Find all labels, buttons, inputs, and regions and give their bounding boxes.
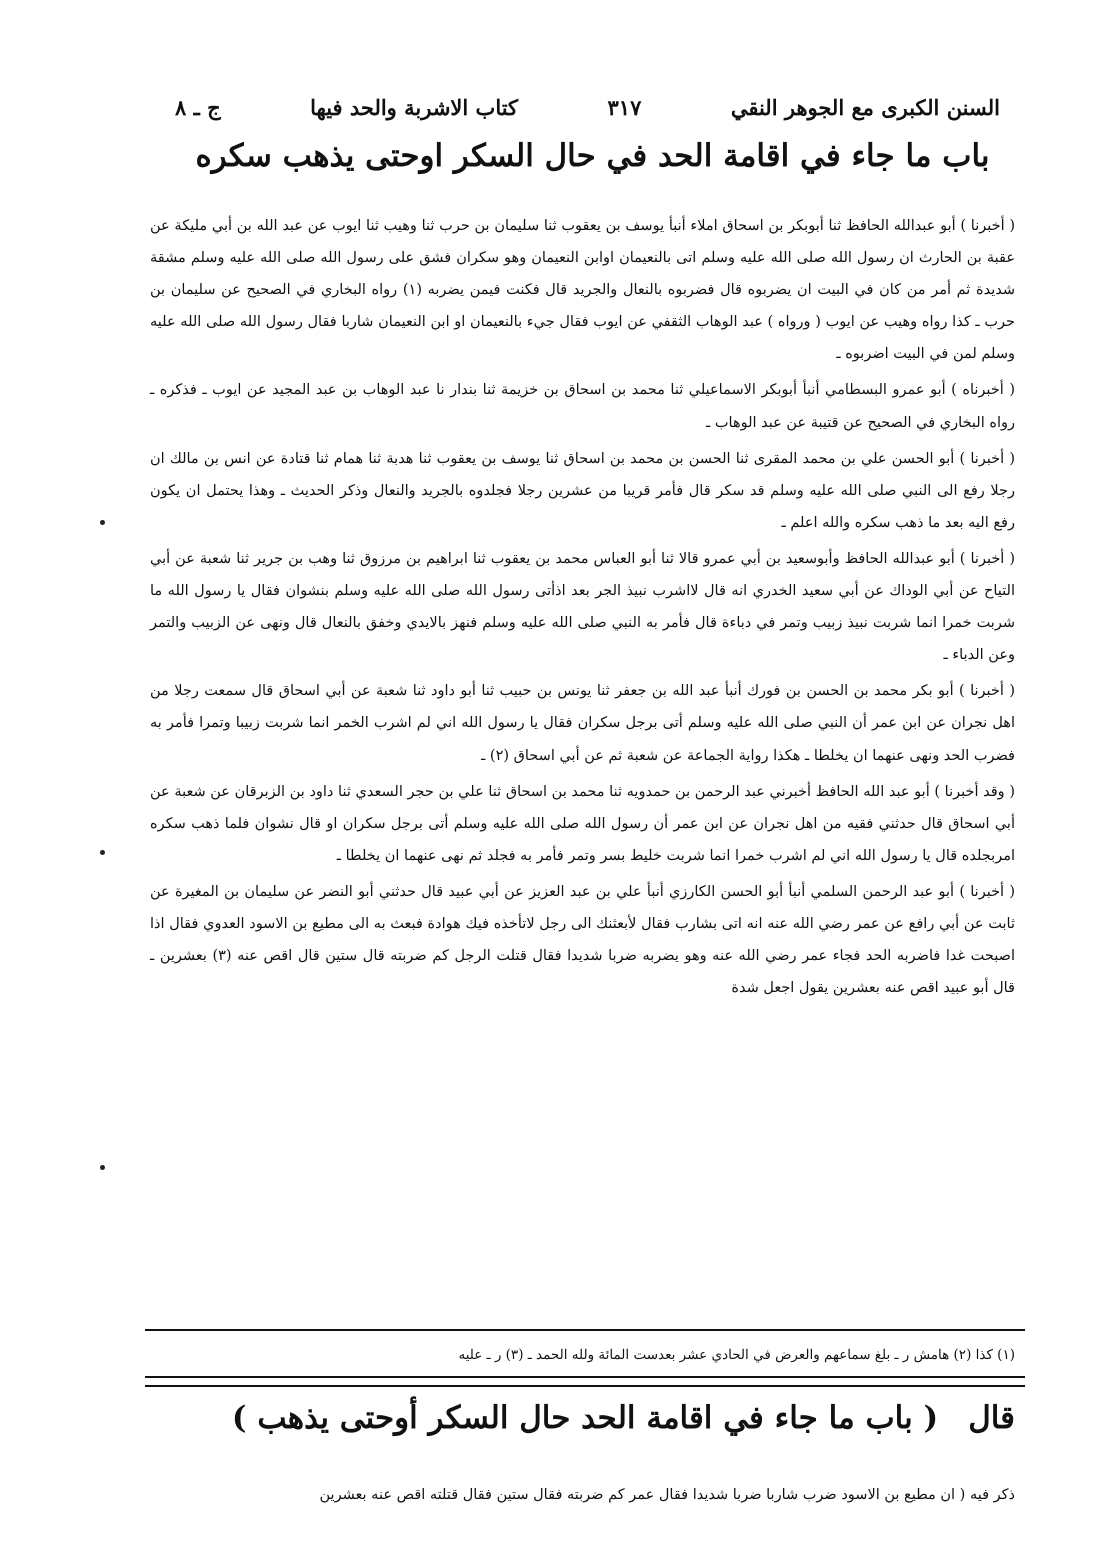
section-title: كتاب الاشربة والحد فيها (310, 95, 519, 120)
hadith-paragraph: ( أخبرناه ) أبو عمرو البسطامي أنبأ أبوبكر الاسماعيلي ثنا محمد بن اسحاق بن خزيمة ثنا بندار نا عبد الوهاب بن عبد المجيد عن ايوب ـ فذكره ـ رواه البخاري في الصحيح عن قتيبة عن عبد الوهاب ـ (150, 382, 1015, 431)
footnote-rule (145, 1329, 1025, 1331)
hadith-paragraph: ( أخبرنا ) أبو عبدالله الحافظ وأبوسعيد بن أبي عمرو قالا ثنا أبو العباس محمد بن يعقوب ثنا ابراهيم بن مرزوق ثنا وهب بن جرير ثنا شعبة عن أبي التياح عن أبي الوداك عن أبي سعيد الخدري انه قال لااشرب نبيذ الجر بعد اذأتى رسول الله صلى الله عليه وسلم بنشوان فقال يا رسول الله ما شربت خمرا انما شربت نبيذ زبيب وتمر في دباءة قال فأمر به النبي صلى الله عليه وسلم فنهز بالايدي وخفق بالنعال قال ونهى عن الزبيب والتمر وعن الدباء ـ (150, 550, 1015, 664)
commentary-label: قال (968, 1400, 1015, 1436)
margin-dot (100, 850, 105, 855)
margin-dot (100, 520, 105, 525)
book-title: السنن الكبرى مع الجوهر النقي (730, 95, 1000, 120)
hadith-paragraph: ( أخبرنا ) أبو عبدالله الحافظ ثنا أبوبكر بن اسحاق املاء أنبأ يوسف بن يعقوب ثنا سليمان بن حرب ثنا وهيب ثنا ايوب عن عبد الله بن أبي مليكة عن عقبة بن الحارث ان رسول الله صلى الله عليه وسلم اتى بالنعيمان اوابن النعيمان وهو سكران فشق على رسول الله صلى الله عليه وسلم مشقة شديدة ثم أمر من كان في البيت ان يضربوه قال فضربوه بالنعال والجريد قال فكنت فيمن يضربه (١) رواه البخاري في الصحيح عن سليمان بن حرب ـ كذا رواه وهيب عن ايوب ( ورواه ) عبد الوهاب الثقفي عن ايوب فقال جيء بالنعيمان او ابن النعيمان شاربا فقال رسول الله صلى الله عليه وسلم لمن في البيت اضربوه ـ (150, 218, 1015, 363)
main-text (150, 210, 1015, 1008)
page-number: ٣١٧ (607, 95, 642, 120)
commentary-heading (150, 1400, 1015, 1436)
running-header (175, 95, 1000, 135)
hadith-paragraph: ( أخبرنا ) أبو بكر محمد بن الحسن بن فورك أنبأ عبد الله بن جعفر ثنا يونس بن حبيب ثنا أبو داود ثنا شعبة عن أبي اسحاق قال سمعت رجلا من اهل نجران عن ابن عمر أن النبي صلى الله عليه وسلم أتى برجل سكران فقال يا رسول الله اني لم اشرب الخمر انما شربت زبيبا وتمرا فأمر به فضرب الحد ونهى عنهما ان يخلطا ـ هكذا رواية الجماعة عن شعبة ثم عن أبي اسحاق (٢) ـ (150, 683, 1015, 764)
footnotes: (١) كذا (٢) هامش ر ـ بلغ سماعهم والعرض في الحادي عشر بعدست المائة ولله الحمد ـ (٣) ر ـ عليه (458, 1347, 1015, 1363)
margin-dot (100, 1165, 105, 1170)
commentary-text: ذكر فيه ( ان مطيع بن الاسود ضرب شاربا ضربا شديدا فقال عمر كم ضربته فقال ستين فقال قتلته اقص عنه بعشرين (319, 1487, 1015, 1503)
hadith-paragraph: ( أخبرنا ) أبو عبد الرحمن السلمي أنبأ أبو الحسن الكارزي أنبأ علي بن عبد العزيز عن أبي عبيد قال حدثني أبو النضر عن سليمان بن المغيرة عن ثابت عن أبي رافع عن عمر رضي الله عنه انه اتى بشارب فقال لأبعثنك الى رجل لاتأخذه فيك هوادة فبعث به الى مطيع بن الاسود العدوي فقال اذا اصبحت غدا فاضربه الحد فجاء عمر رضي الله عنه وهو يضربه ضربا شديدا فقال قتلت الرجل كم ضربته قال ستين قال اقص عنه (٣) بعشرين ـ قال أبو عبيد اقص عنه بعشرين يقول اجعل شدة (150, 883, 1015, 997)
commentary-separator (145, 1376, 1025, 1387)
chapter-title: باب ما جاء في اقامة الحد في حال السكر اوحتى يذهب سكره (195, 138, 990, 174)
volume-number: ج ـ ٨ (175, 95, 221, 120)
commentary-title: ( باب ما جاء في اقامة الحد حال السكر أوحتى يذهب ) (231, 1400, 939, 1436)
hadith-paragraph: ( وقد أخبرنا ) أبو عبد الله الحافظ أخبرني عبد الرحمن بن حمدويه ثنا محمد بن اسحاق ثنا علي بن حجر السعدي ثنا داود بن الزبرقان عن شعبة عن أبي اسحاق قال حدثني فقيه من اهل نجران عن ابن عمر أن رسول الله صلى الله عليه وسلم أتى برجل سكران او قال نشوان فلما ذهب سكره امربجلده قال يا رسول الله اني لم اشرب خمرا انما شربت خليط بسر وتمر فأمر به فجلد ثم نهى عنهما ان يخلطا ـ (150, 783, 1015, 864)
hadith-paragraph: ( أخبرنا ) أبو الحسن علي بن محمد المقرى ثنا الحسن بن محمد بن اسحاق ثنا يوسف بن يعقوب ثنا هدبة ثنا همام ثنا قتادة عن انس بن مالك ان رجلا رفع الى النبي صلى الله عليه وسلم قد سكر قال فأمر قريبا من عشرين رجلا فجلدوه بالجريد والنعال وذكر الحديث ـ وهذا يحتمل ان يكون رفع اليه بعد ما ذهب سكره والله اعلم ـ (150, 450, 1015, 531)
